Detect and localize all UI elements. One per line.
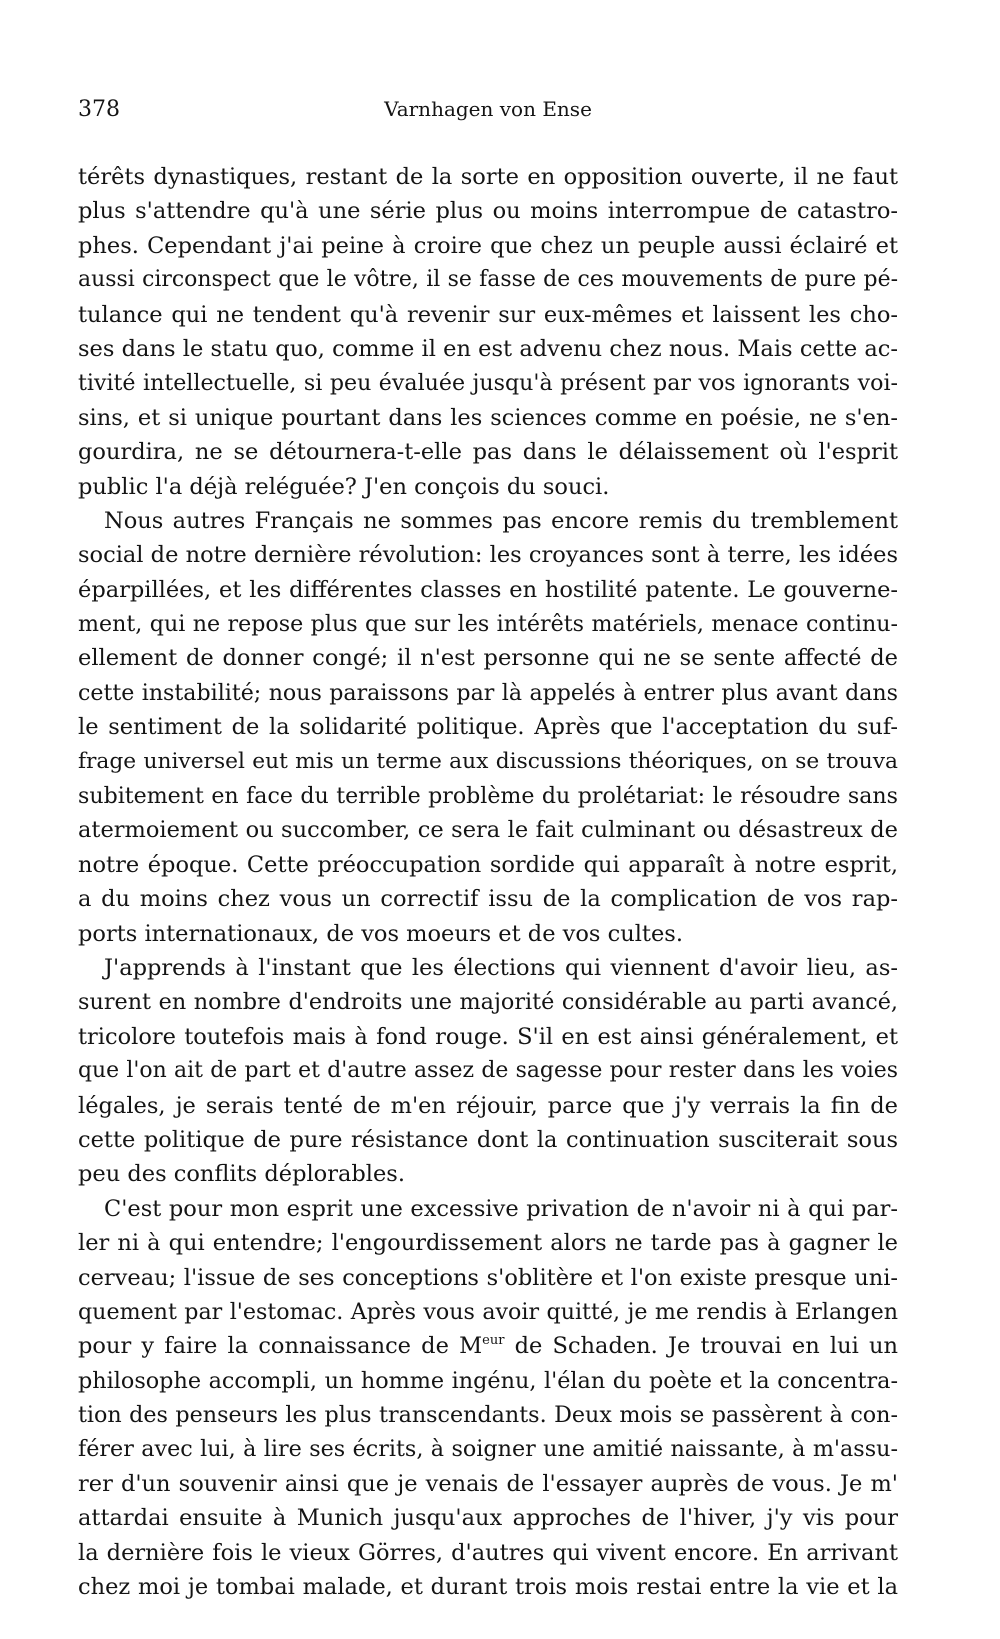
text-line <box>78 779 898 813</box>
text-line <box>78 1536 898 1570</box>
text-line-content: Nous autres Français ne sommes pas encore remis du tremblement <box>104 507 898 534</box>
text-line-content: surent en nombre d'endroits une majorité considérable au parti avancé, <box>78 989 898 1016</box>
text-line-content: térêts dynastiques, restant de la sorte en opposition ouverte, il ne faut <box>78 164 898 190</box>
text-line-content: cette instabilité; nous paraissons par là appelés à entrer plus avant dans <box>78 679 898 706</box>
text-line <box>78 1192 898 1226</box>
text-line <box>78 607 898 641</box>
text-line-content: public l'a déjà reléguée? J'en conçois du souci. <box>78 473 610 500</box>
text-line-content: aussi circonspect que le vôtre, il se fasse de ces mouvements de pure pé- <box>78 267 898 293</box>
text-line <box>78 1295 898 1329</box>
text-line-content: social de notre dernière révolution: les croyances sont à terre, les idées <box>78 542 898 569</box>
text-line <box>78 1364 898 1398</box>
text-line <box>78 1570 898 1604</box>
text-line-content: attardai ensuite à Munich jusqu'aux approches de l'hiver, j'y vis pour <box>78 1505 898 1532</box>
page-number: 378 <box>78 97 120 122</box>
text-line-content: gourdira, ne se détournera-t-elle pas dans le délaissement où l'esprit <box>78 439 898 466</box>
text-line <box>78 951 898 985</box>
text-line <box>78 298 898 332</box>
text-line-content: le sentiment de la solidarité politique. Après que l'acceptation du suf- <box>78 714 898 741</box>
text-line <box>78 1020 898 1054</box>
text-line-content: C'est pour mon esprit une excessive privation de n'avoir ni à qui par- <box>104 1195 898 1222</box>
text-line <box>78 917 898 951</box>
text-line-content: pour y faire la connaissance de M <box>78 1333 483 1360</box>
text-line-content: ses dans le statu quo, comme il en est advenu chez nous. Mais cette ac- <box>78 335 898 362</box>
text-line <box>78 229 898 263</box>
text-line-content: sins, et si unique pourtant dans les sciences comme en poésie, ne s'en- <box>78 404 898 431</box>
text-line <box>78 1157 898 1191</box>
text-line-content: philosophe accompli, un homme ingénu, l'élan du poète et la concentra- <box>78 1367 898 1394</box>
text-line <box>78 848 898 882</box>
text-line <box>78 985 898 1019</box>
text-line-content: ports internationaux, de vos moeurs et de vos cultes. <box>78 920 683 947</box>
text-line-content: tion des penseurs les plus transcendants. Deux mois se passèrent à con- <box>78 1402 898 1429</box>
text-line <box>78 1467 898 1501</box>
text-line <box>78 573 898 607</box>
text-line-content: atermoiement ou succomber, ce sera le fait culminant ou désastreux de <box>78 817 898 844</box>
text-line-content: plus s'attendre qu'à une série plus ou moins interrompue de catastro- <box>78 198 898 225</box>
text-line-content: la dernière fois le vieux Görres, d'autres qui vivent encore. En arrivant <box>78 1539 898 1566</box>
text-line <box>78 538 898 572</box>
text-line <box>78 1123 898 1157</box>
text-line <box>78 641 898 675</box>
text-line-content: cerveau; l'issue de ses conceptions s'oblitère et l'on existe presque uni- <box>78 1264 898 1291</box>
text-line-content: J'apprends à l'instant que les élections qui viennent d'avoir lieu, as- <box>104 954 898 981</box>
text-line <box>78 813 898 847</box>
body-text <box>78 160 898 1604</box>
text-line <box>78 263 898 297</box>
text-line-content: chez moi je tombai malade, et durant trois mois restai entre la vie et la <box>78 1574 898 1601</box>
text-line-content: subitement en face du terrible problème du prolétariat: le résoudre sans <box>78 783 898 810</box>
running-head <box>78 97 898 133</box>
text-line-content: légales, je serais tenté de m'en réjouir, parce que j'y verrais la fin de <box>78 1092 898 1119</box>
text-line <box>78 1226 898 1260</box>
text-line-content: éparpillées, et les différentes classes en hostilité patente. Le gouverne- <box>78 576 898 603</box>
superscript-abbrev: eur <box>482 1333 505 1349</box>
text-line <box>78 435 898 469</box>
text-line-content: peu des conflits déplorables. <box>78 1161 406 1188</box>
text-line-content: notre époque. Cette préoccupation sordide qui apparaît à notre esprit, <box>78 851 898 878</box>
text-line <box>78 745 898 779</box>
text-line <box>78 401 898 435</box>
text-line-content: tivité intellectuelle, si peu évaluée jusqu'à présent par vos ignorants voi- <box>78 370 898 397</box>
text-line-continuation: de Schaden. Je trouvai en lui un <box>504 1333 898 1360</box>
text-line-content: tricolore toutefois mais à fond rouge. S'il en est ainsi généralement, et <box>78 1023 898 1050</box>
text-line <box>78 194 898 228</box>
text-line-content: férer avec lui, à lire ses écrits, à soigner une amitié naissante, à m'assu- <box>78 1436 898 1463</box>
text-line <box>78 1054 898 1088</box>
text-line-content: que l'on ait de part et d'autre assez de sagesse pour rester dans les voies <box>78 1058 898 1084</box>
text-line <box>78 160 898 194</box>
text-line <box>78 504 898 538</box>
text-line-content: ment, qui ne repose plus que sur les intérêts matériels, menace continu- <box>78 611 898 638</box>
text-line <box>78 882 898 916</box>
text-line <box>78 710 898 744</box>
text-line-content: tulance qui ne tendent qu'à revenir sur eux-mêmes et laissent les cho- <box>78 301 898 328</box>
text-line <box>78 1261 898 1295</box>
text-line <box>78 1432 898 1466</box>
text-line-content: ellement de donner congé; il n'est personne qui ne se sente affecté de <box>78 645 898 672</box>
running-title: Varnhagen von Ense <box>384 97 592 121</box>
text-line-content: cette politique de pure résistance dont la continuation susciterait sous <box>78 1126 898 1153</box>
text-line-content: a du moins chez vous un correctif issu de la complication de vos rap- <box>78 886 898 913</box>
text-line <box>78 1501 898 1535</box>
text-line <box>78 470 898 504</box>
text-line <box>78 1329 898 1363</box>
text-line <box>78 1089 898 1123</box>
text-line <box>78 366 898 400</box>
text-line <box>78 1398 898 1432</box>
text-line <box>78 676 898 710</box>
text-line-content: quement par l'estomac. Après vous avoir quitté, je me rendis à Erlangen <box>78 1298 898 1325</box>
text-line-content: ler ni à qui entendre; l'engourdissement alors ne tarde pas à gagner le <box>78 1230 898 1257</box>
text-line-content: phes. Cependant j'ai peine à croire que chez un peuple aussi éclairé et <box>78 232 898 259</box>
text-line <box>78 332 898 366</box>
text-line-content: rer d'un souvenir ainsi que je venais de l'essayer auprès de vous. Je m' <box>78 1470 898 1497</box>
text-line-content: frage universel eut mis un terme aux discussions théoriques, on se trouva <box>78 748 898 774</box>
